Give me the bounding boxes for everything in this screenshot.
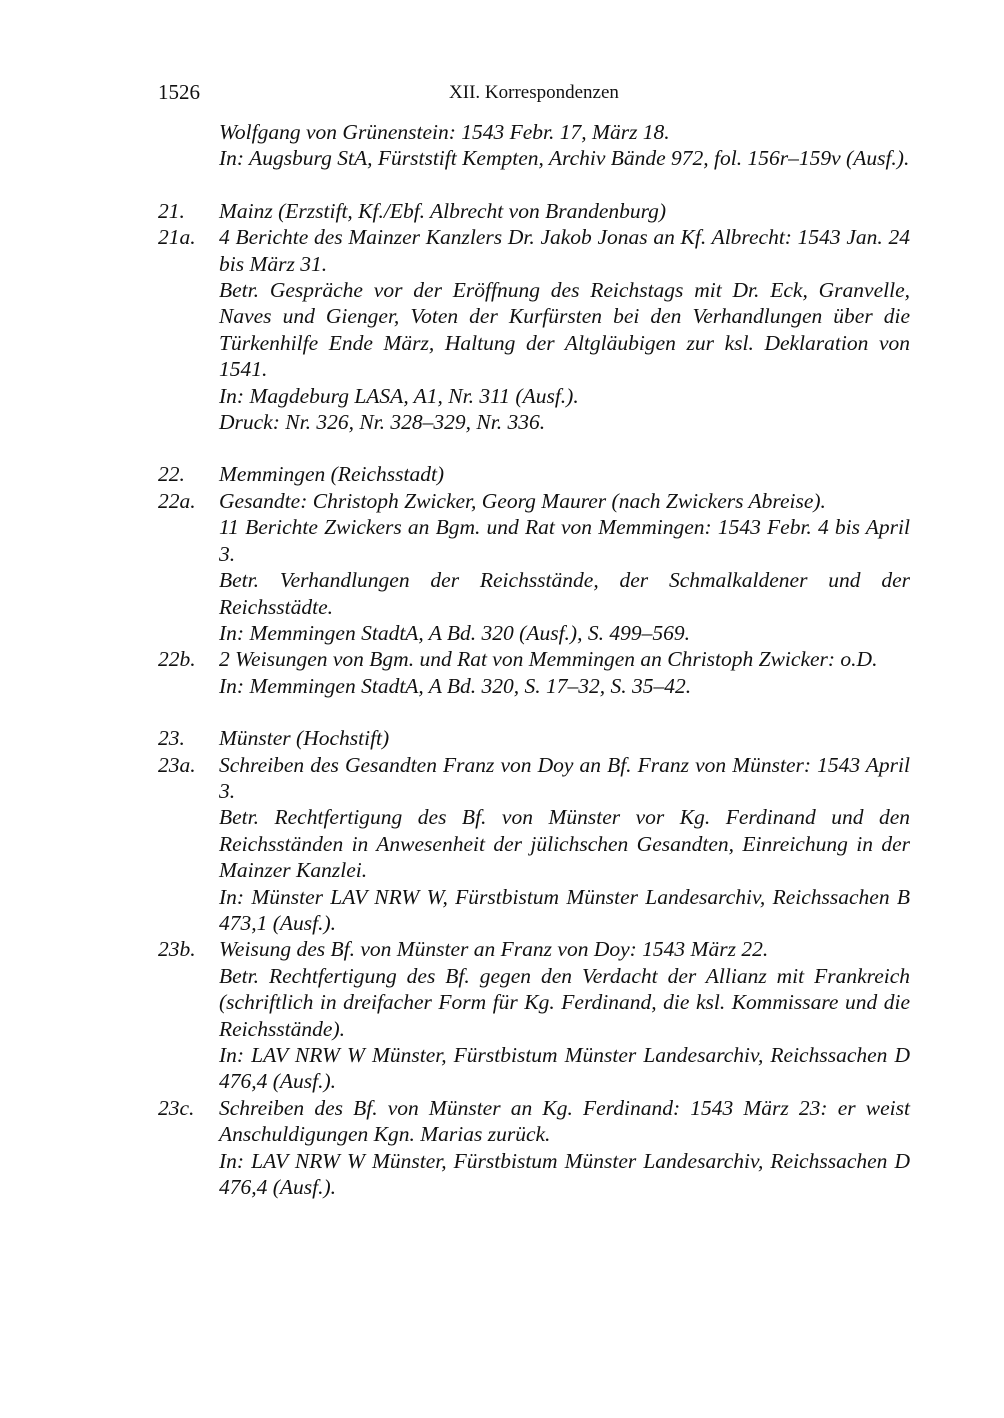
entry-line: Betr. Gespräche vor der Eröffnung des Reichstags mit Dr. Eck, Granvelle, Naves und Gienger, Voten der Kurfürsten bei den Verhandlungen über die Türkenhilfe Ende März, Haltung der Altgläubigen zur ksl. Deklaration von 1541. xyxy=(219,278,910,382)
entry xyxy=(158,488,910,646)
entry-number: 22a. xyxy=(158,488,196,513)
entry-line: Gesandte: Christoph Zwicker, Georg Maurer (nach Zwickers Abreise). xyxy=(219,488,826,513)
entry xyxy=(158,752,910,937)
entry-line: Schreiben des Gesandten Franz von Doy an Bf. Franz von Münster: 1543 April 3. xyxy=(219,752,910,803)
entry-line: Weisung des Bf. von Münster an Franz von Doy: 1543 März 22. xyxy=(219,937,769,962)
entry-number: 23. xyxy=(158,726,185,751)
entry-number: 22. xyxy=(158,462,185,487)
entry-line: In: Memmingen StadtA, A Bd. 320, S. 17–32, S. 35–42. xyxy=(219,673,692,698)
page-header xyxy=(158,80,910,108)
section-heading xyxy=(158,461,910,487)
entry-number: 23b. xyxy=(158,937,196,962)
entry-line: In: LAV NRW W Münster, Fürstbistum Münster Landesarchiv, Reichssachen D 476,4 (Ausf.). xyxy=(219,1148,910,1200)
entry-number: 23a. xyxy=(158,752,196,777)
entry-line: In: Münster LAV NRW W, Fürstbistum Münster Landesarchiv, Reichssachen B 473,1 (Ausf.). xyxy=(219,884,910,935)
entry-number: 21. xyxy=(158,198,185,223)
entry-number: 21a. xyxy=(158,225,196,250)
entry-number: 22b. xyxy=(158,647,196,672)
section-heading xyxy=(158,725,910,751)
entry-line: 11 Berichte Zwickers an Bgm. und Rat von Memmingen: 1543 Febr. 4 bis April 3. xyxy=(219,515,910,566)
entry-line: In: Magdeburg LASA, A1, Nr. 311 (Ausf.). xyxy=(219,383,579,408)
entry-line: In: Memmingen StadtA, A Bd. 320 (Ausf.), S. 499–569. xyxy=(219,620,690,645)
entry-number: 23c. xyxy=(158,1095,195,1120)
section-heading xyxy=(158,198,910,224)
entry-line: Betr. Rechtfertigung des Bf. von Münster vor Kg. Ferdinand und den Reichsständen in Anwesenheit der jülichschen Gesandten, Einreichung in der Mainzer Kanzlei. xyxy=(219,805,910,883)
entry-line: In: LAV NRW W Münster, Fürstbistum Münster Landesarchiv, Reichssachen D 476,4 (Ausf.). xyxy=(219,1043,910,1094)
entry-line: Wolfgang von Grünenstein: 1543 Febr. 17, März 18. xyxy=(219,120,670,144)
entry-line: Druck: Nr. 326, Nr. 328–329, Nr. 336. xyxy=(219,410,546,435)
entry-line: 4 Berichte des Mainzer Kanzlers Dr. Jakob Jonas an Kf. Albrecht: 1543 Jan. 24 bis März 31. xyxy=(219,225,910,276)
section-title: Münster (Hochstift) xyxy=(219,726,390,751)
section-title: Memmingen (Reichsstadt) xyxy=(219,462,445,487)
document-body xyxy=(158,119,910,1200)
entry-continuation xyxy=(158,119,910,172)
page-number: 1526 xyxy=(158,80,200,104)
section-title: Mainz (Erzstift, Kf./Ebf. Albrecht von Brandenburg) xyxy=(219,198,667,223)
entry-line: 2 Weisungen von Bgm. und Rat von Memmingen an Christoph Zwicker: o.D. xyxy=(219,647,878,672)
entry-line: Betr. Rechtfertigung des Bf. gegen den Verdacht der Allianz mit Frankreich (schriftlich in dreifacher Form für Kg. Ferdinand, die ksl. Kommissare und die Reichsstände). xyxy=(219,963,910,1041)
entry xyxy=(158,224,910,435)
entry xyxy=(158,1095,910,1201)
running-title: XII. Korrespondenzen xyxy=(449,82,619,103)
entry-line: Schreiben des Bf. von Münster an Kg. Ferdinand: 1543 März 23: er weist Anschuldigungen Kgn. Marias zurück. xyxy=(219,1095,910,1147)
entry-line: Betr. Verhandlungen der Reichsstände, der Schmalkaldener und der Reichsstädte. xyxy=(219,568,910,619)
entry xyxy=(158,646,910,699)
entry-line: In: Augsburg StA, Fürststift Kempten, Archiv Bände 972, fol. 156r–159v (Ausf.). xyxy=(219,146,910,171)
entry xyxy=(158,936,910,1094)
